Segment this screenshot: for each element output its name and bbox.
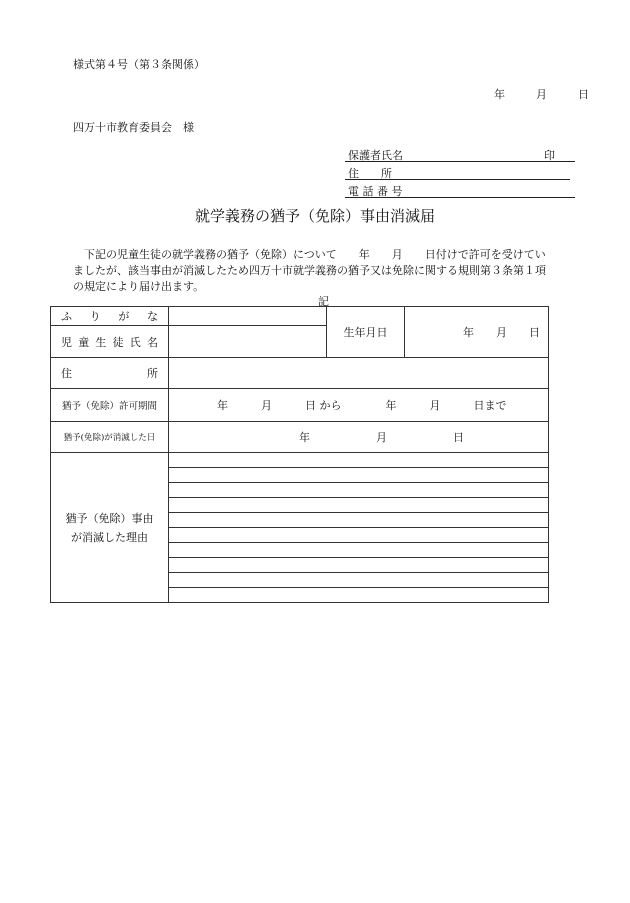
guardian-address-row[interactable] [345, 164, 570, 180]
date-year: 年 [494, 88, 505, 101]
reason-line[interactable] [169, 513, 549, 528]
birthdate-field[interactable]: 年 月 日 [405, 307, 549, 358]
reason-line[interactable] [169, 483, 549, 498]
reason-line[interactable] [169, 453, 549, 468]
guardian-name-row[interactable] [345, 146, 575, 162]
reason-line[interactable] [169, 558, 549, 573]
address-field[interactable] [169, 358, 549, 389]
body-text [73, 247, 578, 295]
ki-heading: 記 [318, 295, 329, 308]
period-label: 猶予（免除）許可期間 [51, 389, 169, 422]
reason-line[interactable] [169, 468, 549, 483]
guardian-address-label: 住 所 [348, 167, 392, 180]
furigana-field[interactable] [169, 307, 327, 326]
reason-label-line-1: 猶予（免除）事由 [65, 512, 154, 525]
date-day: 日 [578, 88, 589, 101]
address-label: 住所 [51, 358, 169, 389]
student-name-label: 児童生徒氏名 [51, 326, 169, 358]
date-month: 月 [536, 88, 547, 101]
guardian-phone-label: 電 話 番 号 [348, 185, 403, 198]
reason-line[interactable] [169, 543, 549, 558]
guardian-block [345, 146, 575, 200]
seal-mark: 印 [544, 149, 555, 162]
addressee: 四万十市教育委員会 様 [73, 121, 194, 134]
reason-line[interactable] [169, 498, 549, 513]
form-number: 様式第４号（第３条関係） [73, 58, 205, 71]
reason-line[interactable] [169, 528, 549, 543]
guardian-phone-row[interactable] [345, 182, 575, 198]
body-line-3: の規定により届け出ます。 [73, 280, 205, 293]
document-title: 就学義務の猶予（免除）事由消滅届 [194, 207, 435, 225]
student-name-field[interactable] [169, 326, 327, 358]
lapsed-date-field[interactable]: 年 月 日 [169, 422, 549, 453]
reason-label-line-2: が消滅した理由 [71, 531, 148, 544]
reason-line[interactable] [169, 573, 549, 588]
body-line-2: ましたが、該当事由が消滅したため四万十市就学義務の猶予又は免除に関する規則第３条第１項 [73, 264, 546, 277]
body-line-1: 下記の児童生徒の就学義務の猶予（免除）について 年 月 日付けで許可を受けてい [84, 248, 546, 261]
birthdate-label: 生年月日 [327, 307, 405, 358]
furigana-label: ふりがな [51, 307, 169, 326]
lapsed-date-label: 猶予(免除)が消滅した日 [51, 422, 169, 453]
date-line [494, 86, 589, 102]
reason-label [51, 453, 169, 603]
period-field[interactable]: 年 月 日 から 年 月 日まで [169, 389, 549, 422]
reason-line[interactable] [169, 588, 549, 603]
guardian-name-label: 保護者氏名 [348, 149, 403, 162]
notification-form-table [50, 306, 549, 603]
